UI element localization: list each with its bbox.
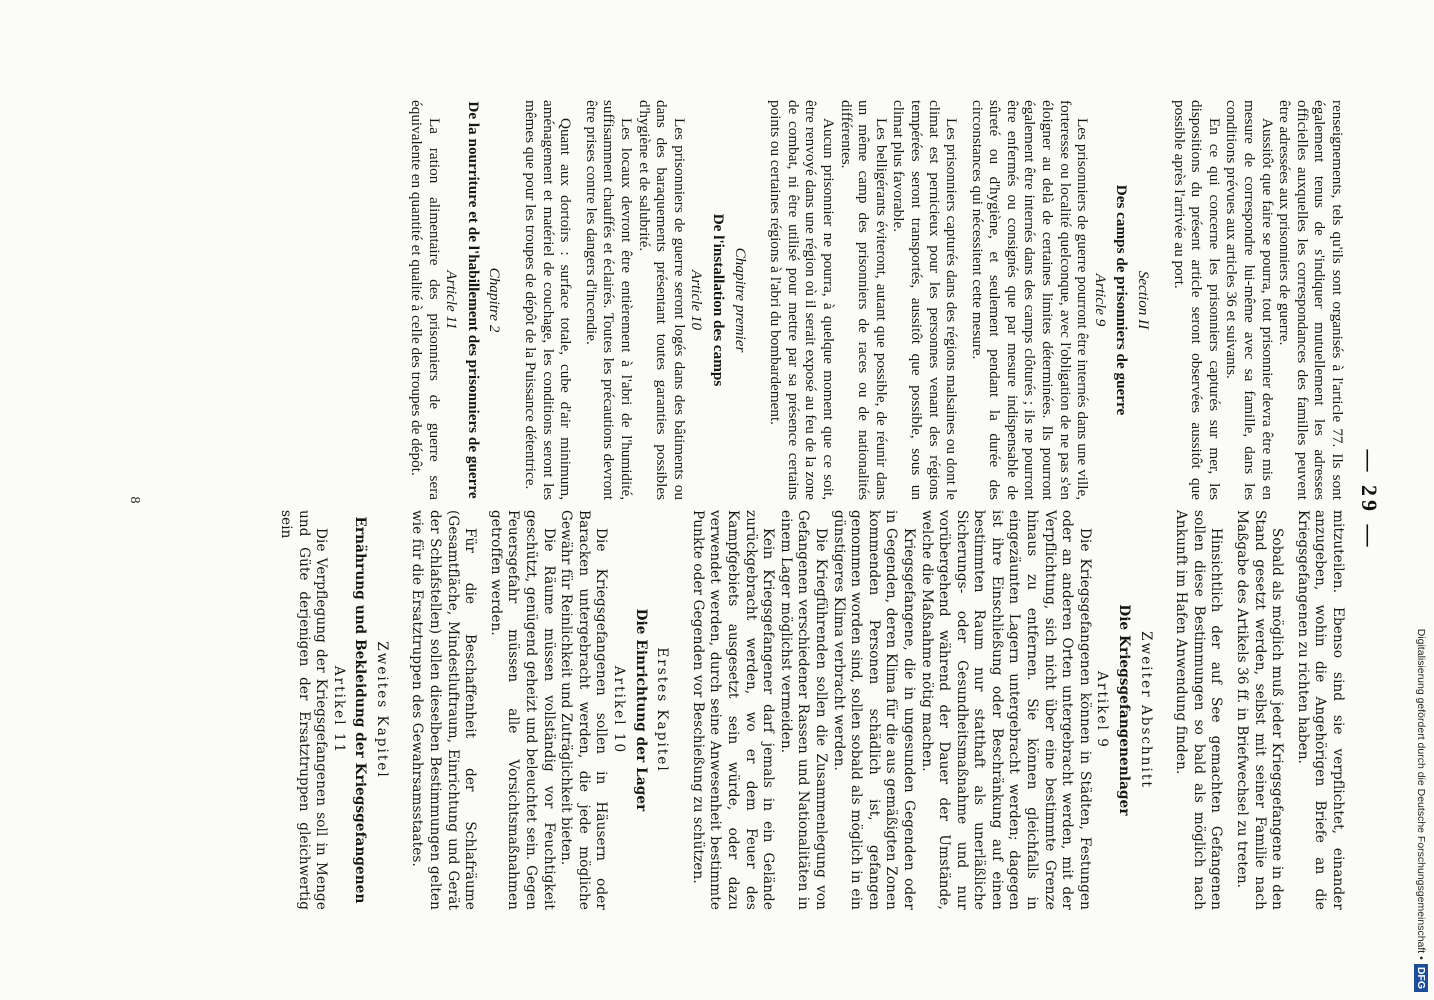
de-section-label: Zweiter Abschnitt — [1137, 631, 1154, 789]
de-paragraph: Kein Kriegsgefangener darf jemals in ein Gelände zurückgebracht werden, wo er dem Feuer des Kampfgebiets ausgesetzt sein würde, oder dazu verwendet werden, durch seine Anwesenheit bestimmte Punkte oder Gegenden vor Beschießung zu schützen. — [689, 510, 777, 910]
fr-paragraph: Les prisonniers de guerre seront logés dans des bâtiments ou dans des baraquements présentant toutes garanties possibles d'hygiène et de salubrité. — [635, 100, 688, 500]
de-article-label: Artikel 9 — [1094, 671, 1111, 749]
fr-chapter-label: Chapitre premier — [731, 247, 749, 353]
credit-text: Digitalisierung gefördert durch die Deutsche Forschungsgemeinschaft • — [1415, 628, 1427, 960]
fr-paragraph: Les belligérants éviteront, autant que possible, de réunir dans un même camp des prisonniers de races ou de nationalités différentes. — [837, 100, 890, 500]
de-chapter-label: Zweites Kapitel — [373, 641, 390, 779]
de-paragraph: Die Verpflegung der Kriegsgefangenen soll in Menge und Güte derjenigen der Ersatztruppen gleichwertig sein — [277, 510, 330, 910]
fr-chapter-label: Chapitre 2 — [486, 267, 504, 333]
dfg-logo: DFG — [1414, 964, 1428, 992]
fr-article-label: Article 9 — [1091, 273, 1109, 327]
fr-paragraph: Quant aux dortoirs : surface totale, cube d'air minimum, aménagement et matériel de couchage, les conditions seront les mêmes que pour les troupes de dépôt de la Puissance détentrice. — [522, 100, 575, 500]
de-article-label: Artikel 11 — [330, 665, 347, 755]
de-paragraph: Für die Beschaffenheit der Schlafräume (Gesamtfläche, Mindestluftraum, Einrichtung und Gerät der Schlafstellen) sollen dieselben Bestimmungen gelten wie für die Ersatztruppen des Gewahrsamsstaates. — [409, 510, 479, 910]
de-paragraph: Kriegsgefangene, die in ungesunden Gegenden oder in Gegenden, deren Klima für die aus gemäßigten Zonen kommenden Personen schädlich ist, gefangen genommen worden sind, sollen sobald als möglich in ein günstigeres Klima verbracht werden. — [830, 510, 917, 910]
de-paragraph: Die Kriegsgefangenen sollen in Häusern oder Baracken untergebracht werden, die jede mögliche Gewähr für Reinlichkeit und Zuträglichkeit bieten. — [558, 510, 610, 910]
fr-paragraph: Les locaux devront être entièrement à l'abri de l'humidité, suffisamment chauffés et éclairés. Toutes les précautions devront être prises contre les dangers d'incendie. — [582, 100, 636, 500]
fr-paragraph: Aucun prisonnier ne pourra, à quelque moment que ce soit, être renvoyé dans une région où il serait exposé au feu de la zone de combat, ni être utilisé pour mettre par sa présence certains points ou certaines régions à l'abri du bombardement. — [767, 100, 837, 500]
de-paragraph: mitzuteilen. Ebenso sind sie verpflichtet, einander anzugeben, wohin die Angehörigen Briefe an die Kriegsgefangenen zu richten haben. — [1294, 510, 1346, 910]
fr-paragraph: La ration alimentaire des prisonniers de guerre sera équivalente en quantité et qualité à celle des troupes de dépôt. — [408, 100, 443, 500]
fr-article-label: Article 11 — [443, 270, 461, 330]
de-paragraph: Die Kriegsgefangenen können in Städten, Festungen oder an anderen Orten untergebracht werden, mit der Verpflichtung, sich nicht über eine bestimmte Grenze hinaus zu entfernen. Sie können gleichfalls in eingezäunten Lagern untergebracht werden; dagegen ist ihre Einschließung oder Beschränkung auf einen bestimmten Raum nur statthaft als unerläßliche Sicherungs- oder Gesundheitsmaßnahme und nur vorübergehend während der Dauer der Umstände, welche die Maßnahme nötig machen. — [918, 510, 1093, 910]
fr-chapter-title: De la nourriture et de l'habillement des prisonniers de guerre — [464, 101, 482, 499]
signature-mark: 8 — [127, 496, 142, 504]
de-paragraph: Die Räume müssen vollständig vor Feuchtigkeit geschützt, genügend geheizt und beleuchtet sein. Gegen Feuersgefahr müssen alle Vorsichtsmaßnahmen getroffen werden. — [487, 510, 557, 910]
fr-paragraph: Les prisonniers capturés dans des régions malsaines ou dont le climat est pernicieux pour les personnes venant des régions tempérées seront transportés, aussitôt que possible, sous un climat plus favorable. — [890, 100, 961, 500]
fr-paragraph: Aussitôt que faire se pourra, tout prisonnier devra être mis en mesure de correspondre lui-même avec sa famille, dans les conditions prévues aux articles 36 et suivants. — [1223, 100, 1276, 500]
fr-paragraph: En ce qui concerne les prisonniers capturés sur mer, les dispositions du présent article seront observées aussitôt que possible après l'arrivée au port. — [1170, 100, 1223, 500]
fr-paragraph: Les prisonniers de guerre pourront être internés dans une ville, forteresse ou localité quelconque, avec l'obligation de ne pas s'en éloigner au delà de certaines limites déterminées. Ils pourront également être internés dans des camps clôturés ; ils ne pourront être enfermés ou consignés que par mesure indispensable de sûreté ou d'hygiène, et seulement pendant la durée des circonstances qui nécessitent cette mesure. — [968, 100, 1092, 500]
de-paragraph: Sobald als möglich muß jeder Kriegsgefangene in den Stand gesetzt werden, selbst mit seiner Familie nach Maßgabe des Artikels 36 ff. in Briefwechsel zu treten. — [1234, 510, 1286, 910]
fr-article-label: Article 10 — [688, 269, 706, 331]
page-number: — 29 — — [1357, 449, 1382, 551]
de-article-label: Artikel 10 — [611, 665, 628, 755]
de-chapter-title: Die Einrichtung der Lager — [632, 608, 649, 812]
french-column — [408, 100, 1347, 500]
fr-section-label: Section II — [1135, 270, 1153, 330]
de-paragraph: Die Kriegführenden sollen die Zusammenlegung von Gefangenen verschiedener Rassen und Nationalitäten in einem Lager möglichst vermeiden. — [777, 510, 829, 910]
fr-paragraph: renseignements, tels qu'ils sont organisés à l'article 77. Ils sont également tenus de s'indiquer mutuellement les adresses officielles auxquelles les correspondances des familles peuvent être adressées aux prisonniers de guerre. — [1276, 100, 1346, 500]
digitization-credit — [1412, 8, 1430, 992]
fr-chapter-title: De l'installation des camps — [710, 213, 727, 387]
digitization-credit-inner — [1412, 8, 1430, 992]
de-chapter-title: Ernährung und Bekleidung der Kriegsgefangenen — [352, 516, 369, 904]
de-paragraph: Hinsichtlich der auf See gemachten Gefangenen sollen diese Bestimmungen so bald als möglich nach Ankunft im Hafen Anwendung finden. — [1173, 510, 1225, 910]
de-chapter-label: Erstes Kapitel — [654, 647, 671, 773]
fr-section-title: Des camps de prisonniers de guerre — [1113, 184, 1131, 416]
german-column — [276, 510, 1346, 910]
de-section-title: Die Kriegsgefangenenlager — [1116, 604, 1133, 816]
